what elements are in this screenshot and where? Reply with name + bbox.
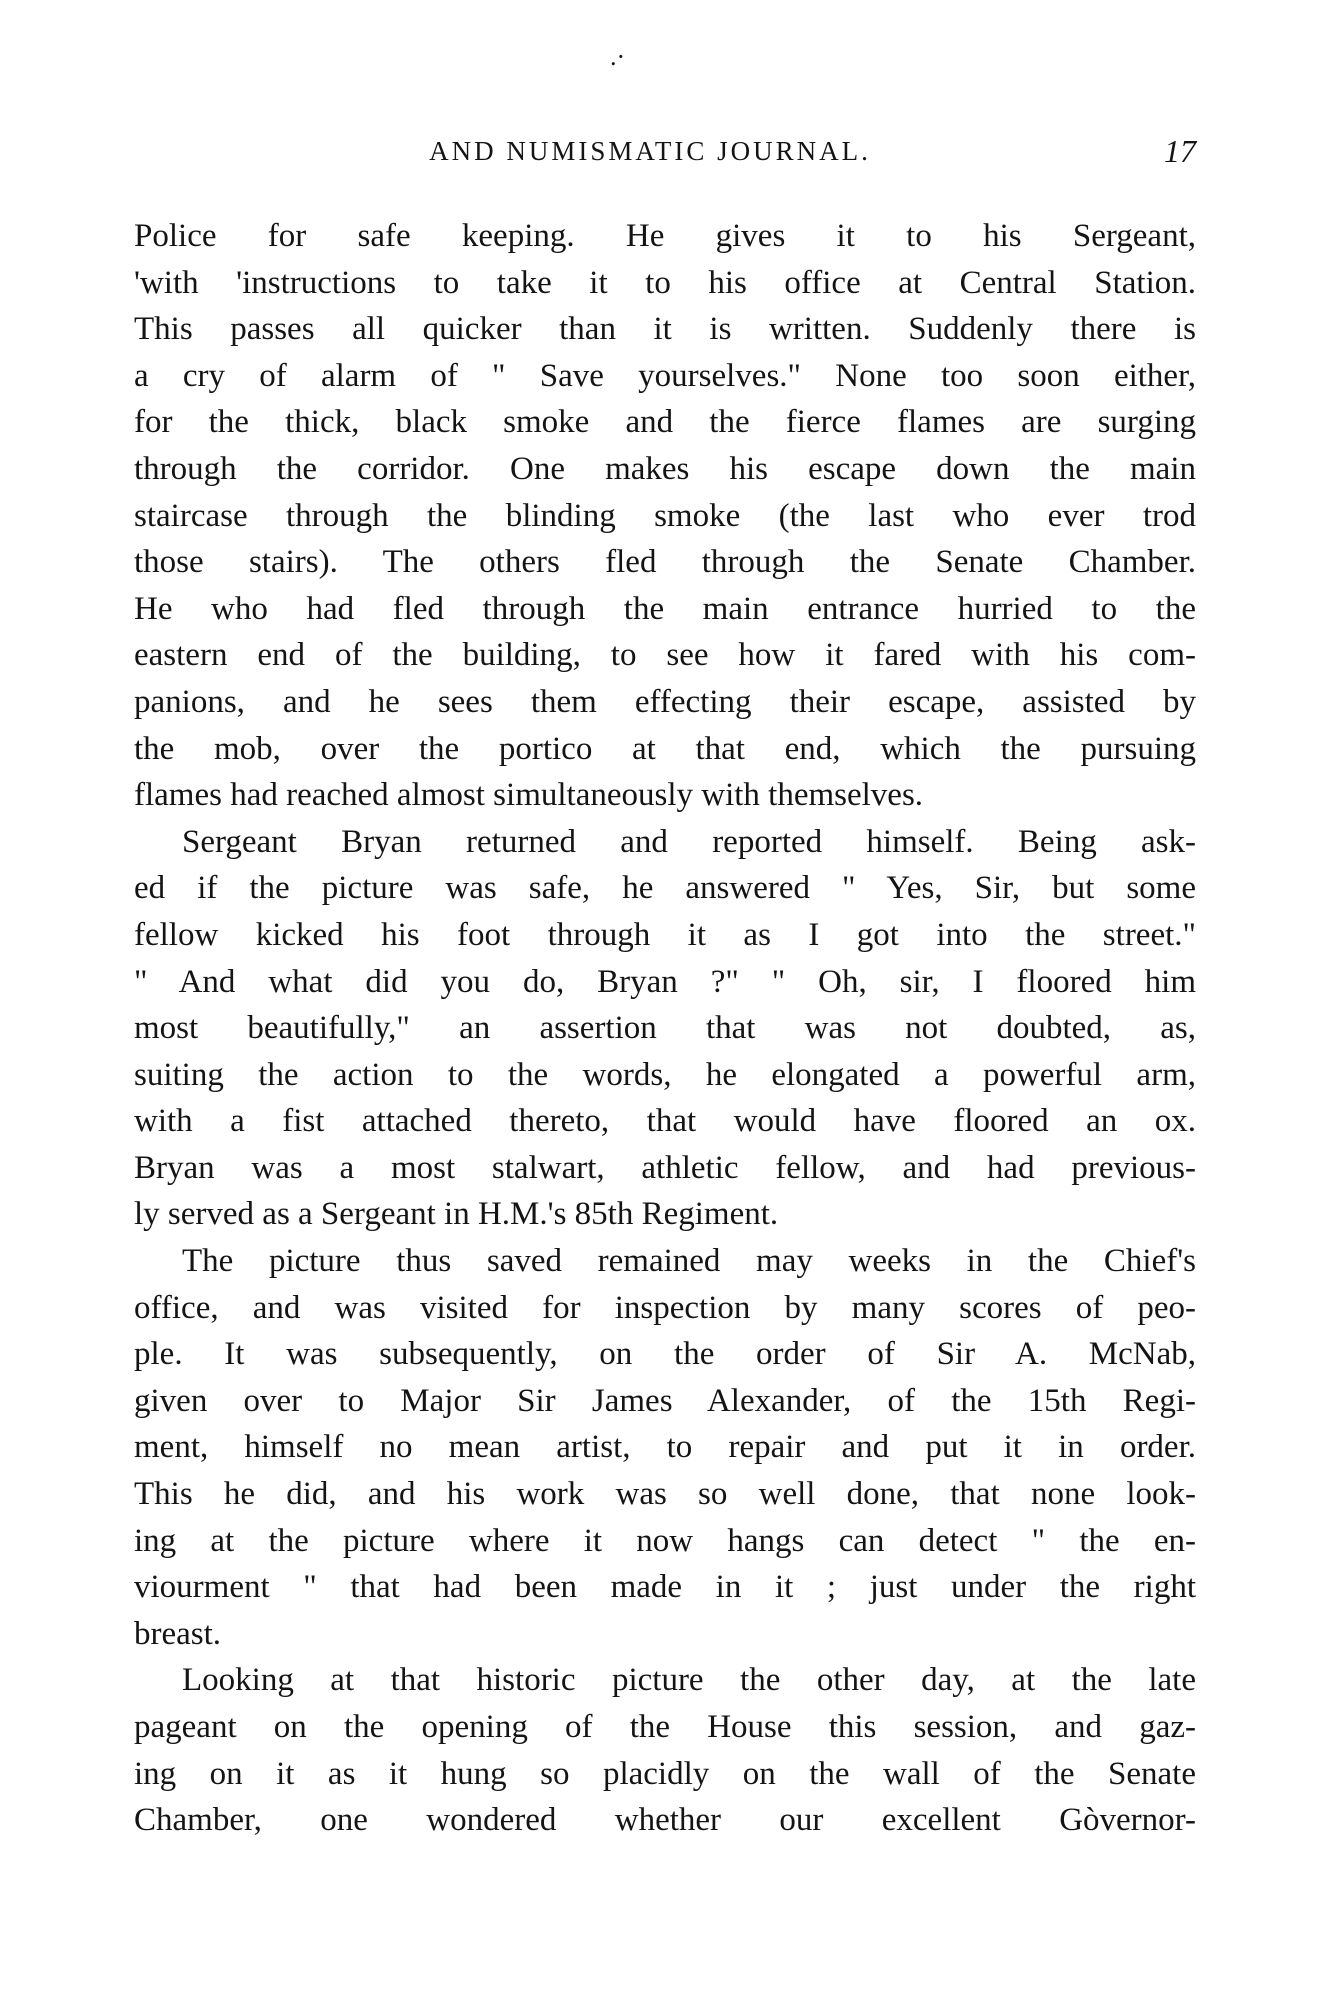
page-speck: .· <box>610 42 626 71</box>
text-line: ed if the picture was safe, he answered " Yes, Sir, but some <box>134 870 1196 907</box>
text-line: pageant on the opening of the House this session, and gaz- <box>134 1709 1196 1745</box>
text-line: panions, and he sees them effecting their escape, assisted by <box>134 683 1196 720</box>
text-line: suiting the action to the words, he elongated a powerful arm, <box>134 1056 1196 1093</box>
text-line: office, and was visited for inspection by many scores of peo- <box>134 1289 1196 1326</box>
paragraph-first-line: The picture thus saved remained may weeks in the Chief's <box>182 1243 1196 1280</box>
text-line: This he did, and his work was so well done, that none look- <box>134 1476 1196 1513</box>
text-line: for the thick, black smoke and the fierce flames are surging <box>134 404 1196 441</box>
text-line: This passes all quicker than it is written. Suddenly there is <box>134 311 1196 348</box>
text-line: staircase through the blinding smoke (the last who ever trod <box>134 497 1196 534</box>
page-number: 17 <box>1164 133 1196 169</box>
text-line: the mob, over the portico at that end, which the pursuing <box>134 730 1196 767</box>
paragraph-last-line: flames had reached almost simultaneously with themselves. <box>134 777 924 814</box>
text-line: viourment " that had been made in it ; just under the right <box>134 1569 1196 1606</box>
text-line: a cry of alarm of " Save yourselves." None too soon either, <box>134 357 1196 394</box>
text-line: given over to Major Sir James Alexander, of the 15th Regi- <box>134 1382 1196 1419</box>
text-line: ple. It was subsequently, on the order of Sir A. McNab, <box>134 1336 1196 1373</box>
running-title: AND NUMISMATIC JOURNAL. <box>429 136 871 166</box>
paragraph-last-line: ly served as a Sergeant in H.M.'s 85th Regiment. <box>134 1196 779 1233</box>
paragraph-first-line: Looking at that historic picture the other day, at the late <box>182 1662 1196 1699</box>
text-line: He who had fled through the main entrance hurried to the <box>134 590 1196 627</box>
text-line: most beautifully," an assertion that was not doubted, as, <box>134 1010 1196 1047</box>
text-line: those stairs). The others fled through the Senate Chamber. <box>134 544 1196 581</box>
text-line: eastern end of the building, to see how it fared with his com- <box>134 637 1196 674</box>
text-line: ing at the picture where it now hangs can detect " the en- <box>134 1522 1196 1559</box>
text-line: Chamber, one wondered whether our excellent Gòvernor- <box>134 1802 1196 1839</box>
text-line: Bryan was a most stalwart, athletic fellow, and had previous- <box>134 1149 1196 1186</box>
text-line: ing on it as it hung so placidly on the wall of the Senate <box>134 1755 1196 1792</box>
text-line: 'with 'instructions to take it to his office at Central Station. <box>134 264 1196 301</box>
text-line: fellow kicked his foot through it as I got into the street." <box>134 916 1196 953</box>
running-header <box>134 131 1196 171</box>
body-text <box>134 213 1196 1844</box>
paragraph-last-line: breast. <box>134 1615 222 1652</box>
text-line: with a fist attached thereto, that would have floored an ox. <box>134 1103 1196 1140</box>
text-line: " And what did you do, Bryan ?" " Oh, sir, I floored him <box>134 963 1196 1000</box>
text-line: Police for safe keeping. He gives it to his Sergeant, <box>134 218 1196 254</box>
text-line: ment, himself no mean artist, to repair and put it in order. <box>134 1429 1196 1466</box>
paragraph-first-line: Sergeant Bryan returned and reported himself. Being ask- <box>182 823 1196 860</box>
text-line: through the corridor. One makes his escape down the main <box>134 450 1196 487</box>
